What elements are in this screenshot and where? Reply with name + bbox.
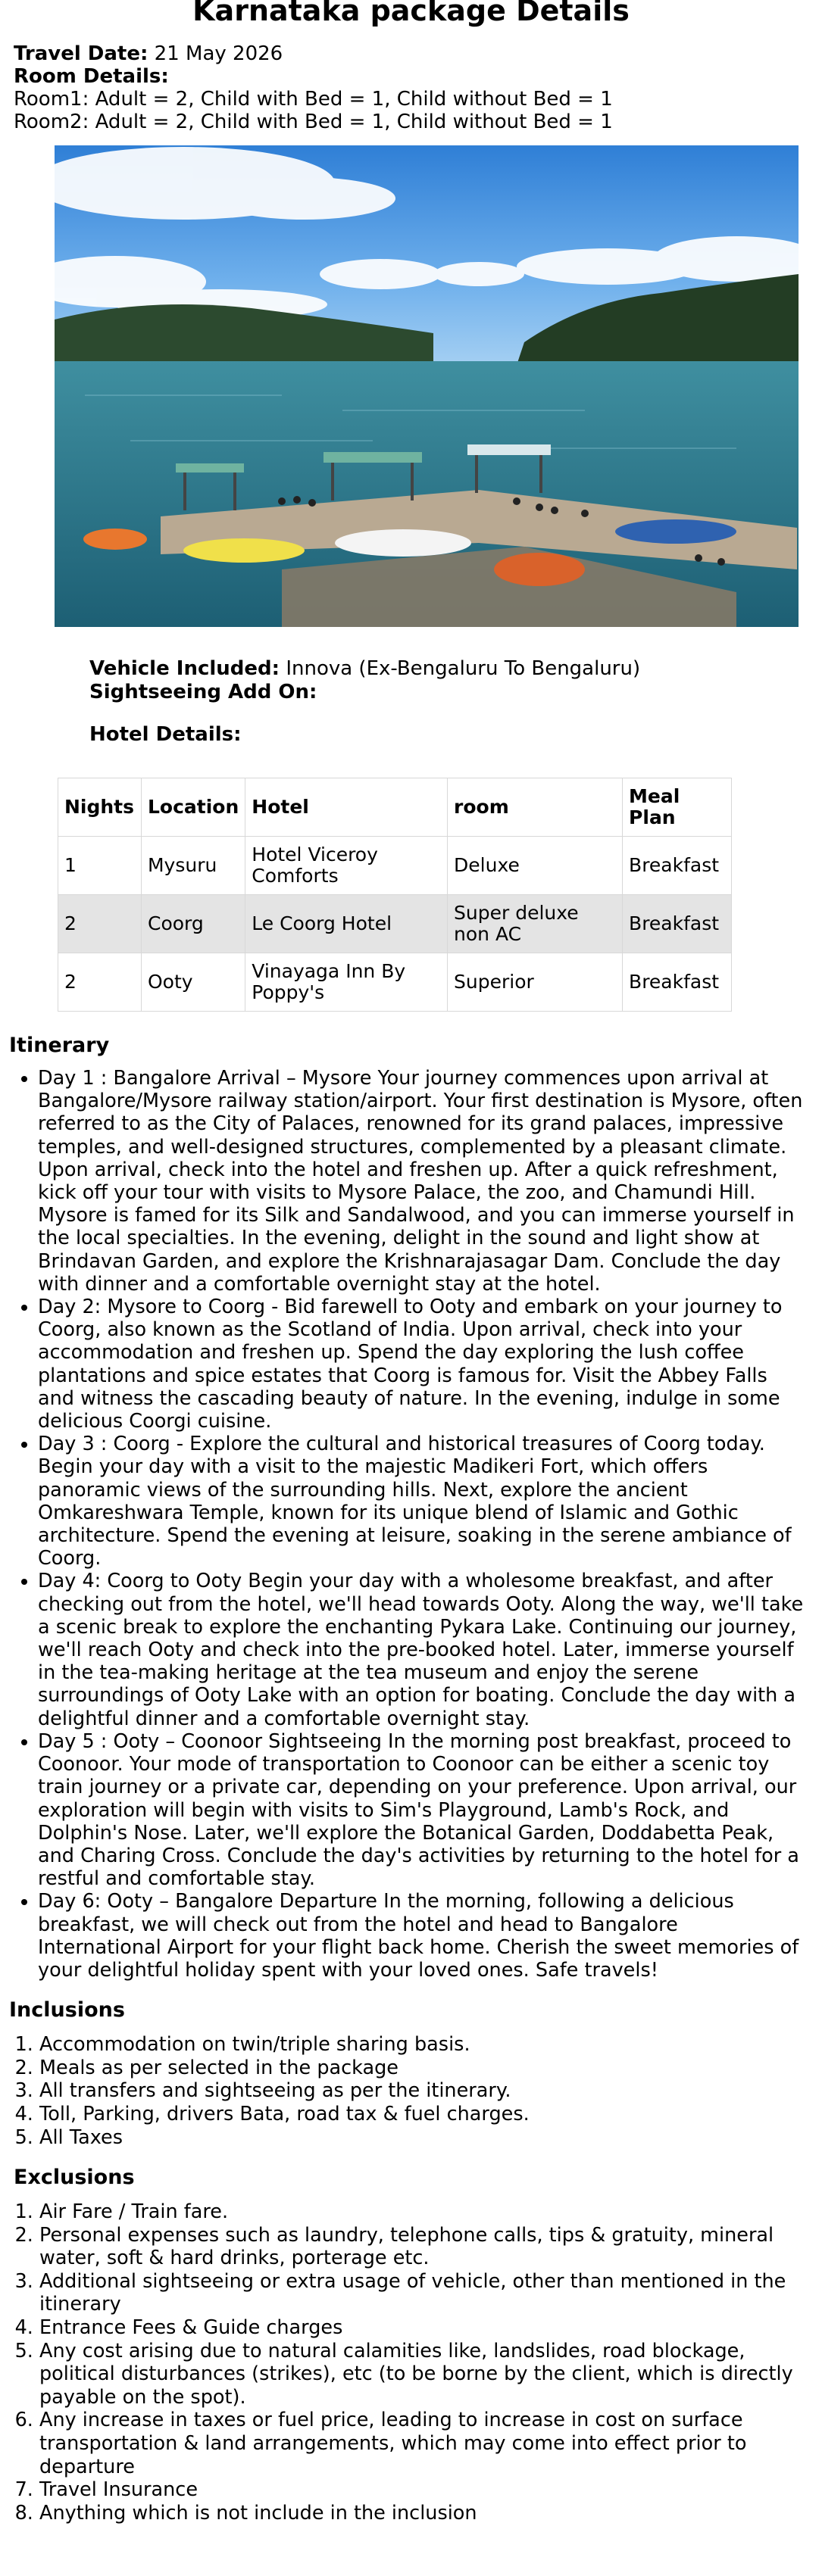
room-details-label: Room Details: <box>14 65 169 88</box>
cell-meal-plan: Breakfast <box>623 837 732 895</box>
hotel-details-label: Hotel Details: <box>89 723 242 746</box>
cell-hotel: Vinayaga Inn By Poppy's <box>245 953 448 1012</box>
cell-meal-plan: Breakfast <box>623 895 732 953</box>
itinerary-day: • Day 1 : Bangalore Arrival – Mysore Your journey commences upon arrival at Bangalore/Mysore railway station/airport. Your first destination is Mysore, often referred to as the City of Palaces, renowned for its grand palaces, impressive temples, and well-designed structures, complemented by a pleasant climate. Upon arrival, check into the hotel and freshen up. After a quick refreshment, kick off your tour with visits to Mysore Palace, the zoo, and Chamundi Hill. Mysore is famed for its Silk and Sandalwood, and you can immerse yourself in the local specialties. In the evening, delight in the sound and light show at Brindavan Garden, and explore the Krishnarajasagar Dam. Conclude the day with dinner and a comfortable overnight stay at the hotel. <box>38 1067 807 1296</box>
vehicle-value: Innova (Ex-Bengaluru To Bengaluru) <box>286 657 641 680</box>
list-item: 1. Air Fare / Train fare. <box>39 2200 805 2224</box>
list-item: 3. Additional sightseeing or extra usage of vehicle, other than mentioned in the itinerary <box>39 2270 805 2316</box>
cell-location: Coorg <box>141 895 245 953</box>
table-row <box>58 837 732 895</box>
itinerary-day: • Day 5 : Ooty – Coonoor Sightseeing In the morning post breakfast, proceed to Coonoor. Your mode of transportation to Coonoor can be either a scenic toy train journey or a private car, depending on your preference. Upon arrival, our exploration will begin with visits to Sim's Playground, Lamb's Rock, and Dolphin's Nose. Later, we'll explore the Botanical Garden, Doddabetta Peak, and Charing Cross. Conclude the day's activities by returning to the hotel for a restful and comfortable stay. <box>38 1730 807 1890</box>
package-inclusions-summary <box>89 657 822 704</box>
cell-hotel: Hotel Viceroy Comforts <box>245 837 448 895</box>
page-title: Karnataka package Details <box>192 0 630 27</box>
header-location: Location <box>141 778 245 837</box>
list-item: 4. Toll, Parking, drivers Bata, road tax & fuel charges. <box>39 2103 805 2126</box>
header-room: room <box>448 778 623 837</box>
itinerary-day: • Day 6: Ooty – Bangalore Departure In the morning, following a delicious breakfast, we will check out from the hotel and head to Bangalore International Airport for your flight back home. Cherish the sweet memories of your delightful holiday spent with your loved ones. Safe travels! <box>38 1890 807 1982</box>
inclusions-list <box>0 2033 805 2149</box>
list-item: 5. Any cost arising due to natural calamities like, landslides, road blockage, political disturbances (strikes), etc (to be borne by the client, which is directly payable on the spot). <box>39 2340 805 2409</box>
header-nights: Nights <box>58 778 142 837</box>
itinerary-list <box>0 1067 807 1982</box>
list-item: 2. Personal expenses such as laundry, telephone calls, tips & gratuity, mineral water, soft & hard drinks, porterage etc. <box>39 2224 805 2270</box>
cell-nights: 2 <box>58 953 142 1012</box>
booking-summary <box>0 42 822 133</box>
itinerary-day: • Day 2: Mysore to Coorg - Bid farewell to Ooty and embark on your journey to Coorg, also known as the Scotland of India. Upon arrival, check into your accommodation and freshen up. Spend the day exploring the lush coffee plantations and spice estates that Coorg is famous for. Visit the Abbey Falls and witness the cascading beauty of nature. In the evening, indulge in some delicious Coorgi cuisine. <box>38 1296 807 1433</box>
cell-nights: 2 <box>58 895 142 953</box>
cell-room: Deluxe <box>448 837 623 895</box>
cell-meal-plan: Breakfast <box>623 953 732 1012</box>
header-hotel: Hotel <box>245 778 448 837</box>
travel-date-label: Travel Date: <box>14 42 148 65</box>
itinerary-day: • Day 3 : Coorg - Explore the cultural and historical treasures of Coorg today. Begin your day with a visit to the majestic Madikeri Fort, which offers panoramic views of the surrounding hills. Next, explore the ancient Omkareshwara Temple, known for its unique blend of Islamic and Gothic architecture. Spend the evening at leisure, soaking in the serene ambiance of Coorg. <box>38 1433 807 1570</box>
cell-hotel: Le Coorg Hotel <box>245 895 448 953</box>
room-line: Room2: Adult = 2, Child with Bed = 1, Child without Bed = 1 <box>14 111 613 133</box>
inclusions-title: Inclusions <box>9 1998 125 2022</box>
table-row <box>58 953 732 1012</box>
list-item: 5. All Taxes <box>39 2126 805 2150</box>
room-line: Room1: Adult = 2, Child with Bed = 1, Child without Bed = 1 <box>14 88 613 111</box>
travel-date-value: 21 May 2026 <box>154 42 283 65</box>
table-row <box>58 895 732 953</box>
vehicle-label: Vehicle Included: <box>89 657 280 680</box>
itinerary-day: • Day 4: Coorg to Ooty Begin your day with a wholesome breakfast, and after checking out from the hotel, we'll head towards Ooty. Along the way, we'll take a scenic break to explore the enchanting Pykara Lake. Continuing our journey, we'll reach Ooty and check into the pre-booked hotel. Later, immerse yourself in the tea-making heritage at the tea museum and enjoy the serene surroundings of Ooty Lake with an option for boating. Conclude the day with a delightful dinner and a comfortable overnight stay. <box>38 1570 807 1729</box>
exclusions-list <box>0 2200 805 2525</box>
lake-photo <box>55 145 799 627</box>
sightseeing-label: Sightseeing Add On: <box>89 681 317 703</box>
list-item: 2. Meals as per selected in the package <box>39 2057 805 2080</box>
header-meal-plan: Meal Plan <box>623 778 732 837</box>
itinerary-title: Itinerary <box>9 1034 110 1057</box>
cell-location: Mysuru <box>141 837 245 895</box>
cell-room: Superior <box>448 953 623 1012</box>
table-header-row <box>58 778 732 837</box>
list-item: 4. Entrance Fees & Guide charges <box>39 2316 805 2340</box>
cell-room: Super deluxe non AC <box>448 895 623 953</box>
list-item: 7. Travel Insurance <box>39 2478 805 2502</box>
travel-date-line <box>14 42 822 65</box>
list-item: 8. Anything which is not include in the inclusion <box>39 2502 805 2525</box>
list-item: 1. Accommodation on twin/triple sharing basis. <box>39 2033 805 2057</box>
exclusions-title: Exclusions <box>14 2166 135 2190</box>
cell-nights: 1 <box>58 837 142 895</box>
hotel-table <box>58 778 732 1012</box>
list-item: 3. All transfers and sightseeing as per the itinerary. <box>39 2079 805 2103</box>
cell-location: Ooty <box>141 953 245 1012</box>
list-item: 6. Any increase in taxes or fuel price, leading to increase in cost on surface transportation & land arrangements, which may come into effect prior to departure <box>39 2409 805 2478</box>
